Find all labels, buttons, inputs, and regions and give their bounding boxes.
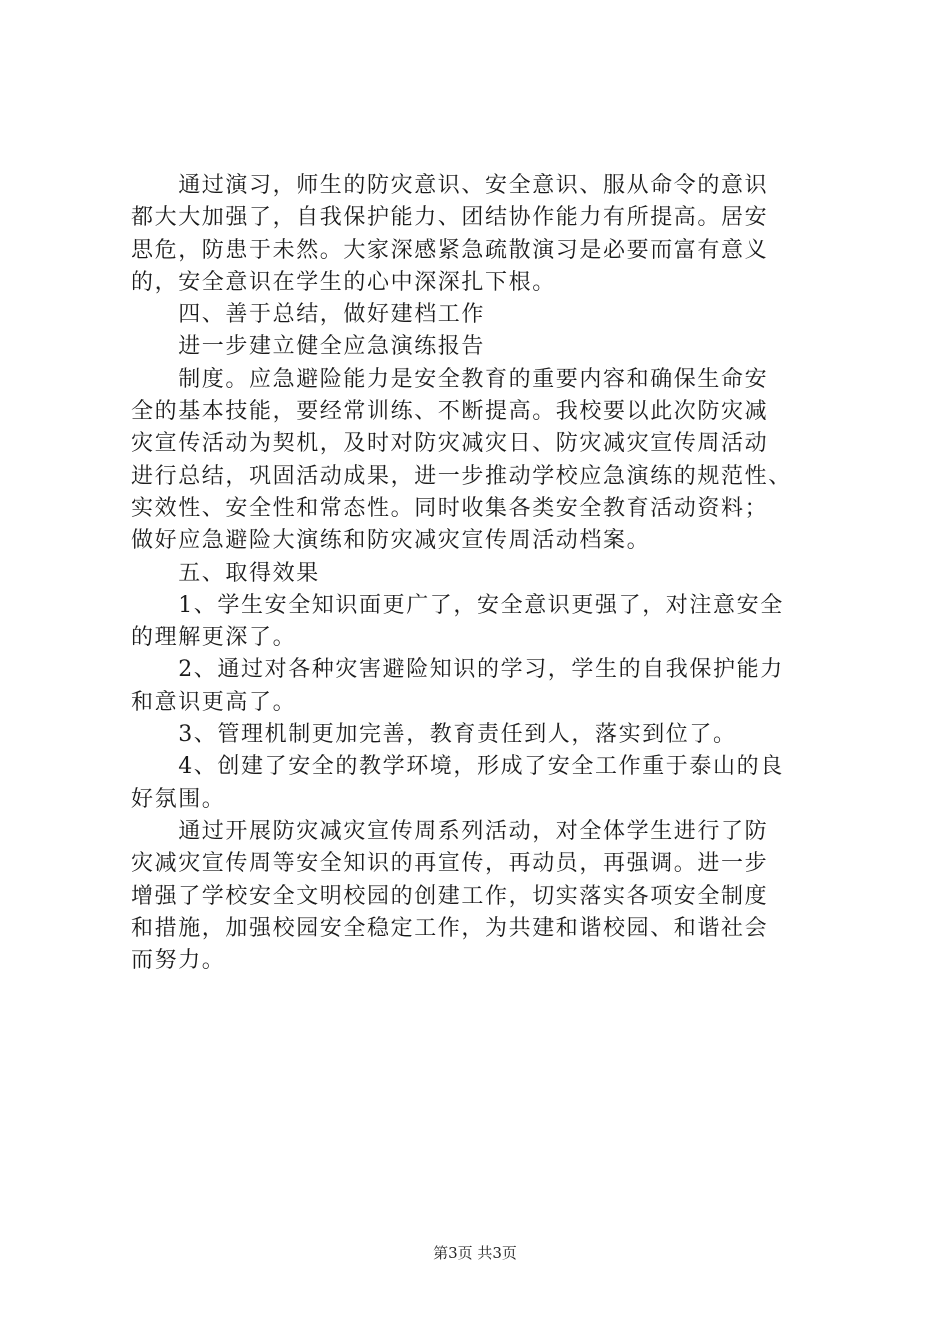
text-line: 的，安全意识在学生的心中深深扎下根。 [131, 269, 556, 295]
text-line: 增强了学校安全文明校园的创建工作，切实落实各项安全制度 [131, 883, 769, 909]
list-item: 1、学生安全知识面更广了，安全意识更强了，对注意安全 [131, 592, 784, 618]
document-body [131, 170, 831, 977]
list-item: 3、管理机制更加完善，教育责任到人，落实到位了。 [131, 722, 737, 748]
text-line: 思危，防患于未然。大家深感紧急疏散演习是必要而富有意义 [131, 237, 769, 263]
text-line: 全的基本技能，要经常训练、不断提高。我校要以此次防灾减 [131, 399, 769, 425]
list-item: 4、创建了安全的教学环境，形成了安全工作重于泰山的良 [131, 754, 784, 780]
text-line: 都大大加强了，自我保护能力、团结协作能力有所提高。居安 [131, 205, 769, 231]
text-line: 的理解更深了。 [131, 625, 297, 651]
text-line: 而努力。 [131, 948, 226, 974]
section-heading: 五、取得效果 [131, 560, 320, 586]
text-line: 通过开展防灾减灾宣传周系列活动，对全体学生进行了防 [131, 818, 769, 844]
text-line: 好氛围。 [131, 786, 226, 812]
text-line: 做好应急避险大演练和防灾减灾宣传周活动档案。 [131, 528, 651, 554]
text-line: 灾减灾宣传周等安全知识的再宣传，再动员，再强调。进一步 [131, 851, 769, 877]
section-heading: 四、善于总结，做好建档工作 [131, 302, 486, 328]
text-line: 进行总结，巩固活动成果，进一步推动学校应急演练的规范性、 [131, 463, 792, 489]
text-line: 制度。应急避险能力是安全教育的重要内容和确保生命安 [131, 366, 769, 392]
text-line: 通过演习，师生的防灾意识、安全意识、服从命令的意识 [131, 173, 769, 198]
text-line: 进一步建立健全应急演练报告 [131, 334, 486, 360]
text-line: 灾宣传活动为契机，及时对防灾减灾日、防灾减灾宣传周活动 [131, 431, 769, 457]
text-line: 和意识更高了。 [131, 689, 297, 715]
page-number-footer: 第3页 共3页 [433, 1244, 517, 1262]
list-item: 2、通过对各种灾害避险知识的学习，学生的自我保护能力 [131, 657, 784, 683]
text-line: 和措施，加强校园安全稳定工作，为共建和谐校园、和谐社会 [131, 915, 769, 941]
text-line: 实效性、安全性和常态性。同时收集各类安全教育活动资料； [131, 495, 769, 521]
